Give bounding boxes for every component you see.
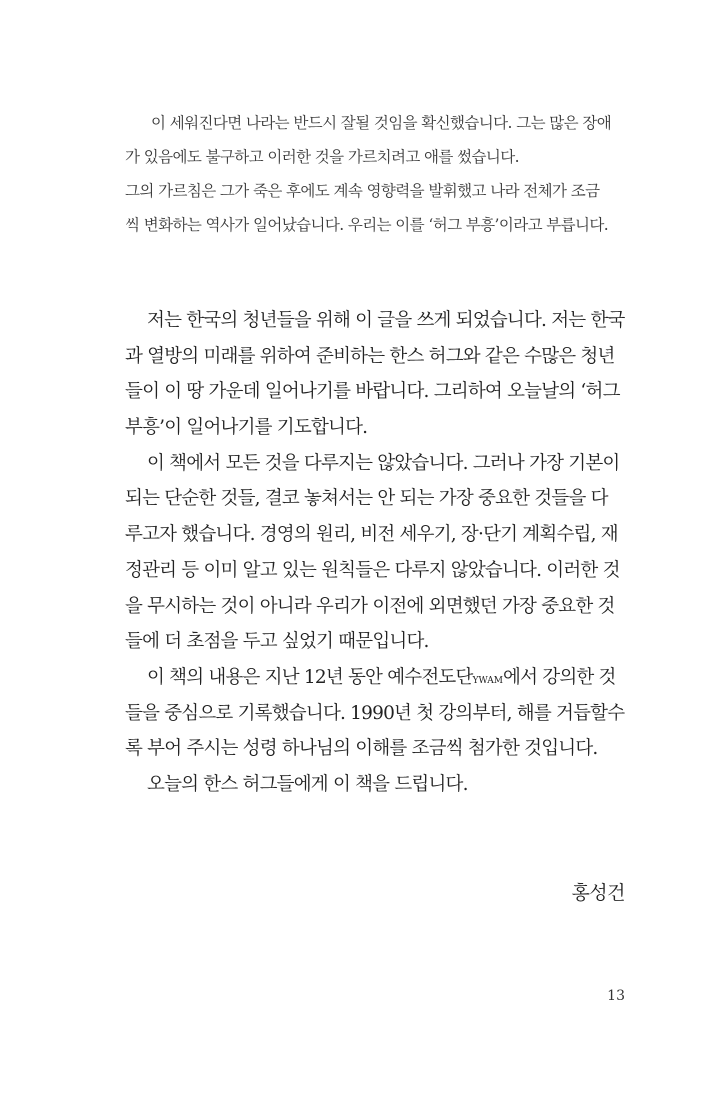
body-line: 부흥’이 일어나기를 기도합니다. <box>125 417 368 439</box>
body-line: 들에 더 초점을 두고 싶었기 때문입니다. <box>125 631 429 653</box>
body-line-part: 이 책의 내용은 지난 12년 동안 예수전도단 <box>147 666 473 688</box>
body-line: 과 열방의 미래를 위하여 준비하는 한스 허그와 같은 수많은 청년 <box>125 345 615 367</box>
author-signature: 홍성건 <box>571 882 625 904</box>
body-line <box>125 660 630 696</box>
body-line: 루고자 했습니다. 경영의 원리, 비전 세우기, 장·단기 계획수립, 재 <box>125 524 618 546</box>
body-line: 오늘의 한스 허그들에게 이 책을 드립니다. <box>147 773 468 795</box>
quote-line: 가 있음에도 불구하고 이러한 것을 가르치려고 애를 썼습니다. <box>125 148 519 166</box>
body-line: 록 부어 주시는 성령 하나님의 이해를 조금씩 첨가한 것입니다. <box>125 738 598 760</box>
quote-line: 씩 변화하는 역사가 일어났습니다. 우리는 이를 ‘허그 부흥’이라고 부릅니다. <box>125 216 609 234</box>
quote-line: 이 세워진다면 나라는 반드시 잘될 것임을 확신했습니다. 그는 많은 장애 <box>151 114 612 132</box>
body-line: 정관리 등 이미 알고 있는 원칙들은 다루지 않았습니다. 이러한 것 <box>125 559 620 581</box>
body-line: 들이 이 땅 가운데 일어나기를 바랍니다. 그리하여 오늘날의 ‘허그 <box>125 381 620 403</box>
quote-line: 그의 가르침은 그가 죽은 후에도 계속 영향력을 발휘했고 나라 전체가 조금 <box>125 182 600 200</box>
body-line-part: 에서 강의한 것 <box>503 666 616 688</box>
page-number: 13 <box>607 988 625 1004</box>
body-text <box>125 303 630 803</box>
indented-quote <box>125 106 625 242</box>
body-line: 들을 중심으로 기록했습니다. 1990년 첫 강의부터, 해를 거듭할수 <box>125 702 625 724</box>
ywam-subscript: YWAM <box>472 675 504 686</box>
body-line: 저는 한국의 청년들을 위해 이 글을 쓰게 되었습니다. 저는 한국 <box>147 310 625 331</box>
body-line: 을 무시하는 것이 아니라 우리가 이전에 외면했던 가장 중요한 것 <box>125 595 615 617</box>
body-line: 이 책에서 모든 것을 다루지는 않았습니다. 그러나 가장 기본이 <box>147 452 620 474</box>
body-line: 되는 단순한 것들, 결코 놓쳐서는 안 되는 가장 중요한 것들을 다 <box>125 488 608 510</box>
